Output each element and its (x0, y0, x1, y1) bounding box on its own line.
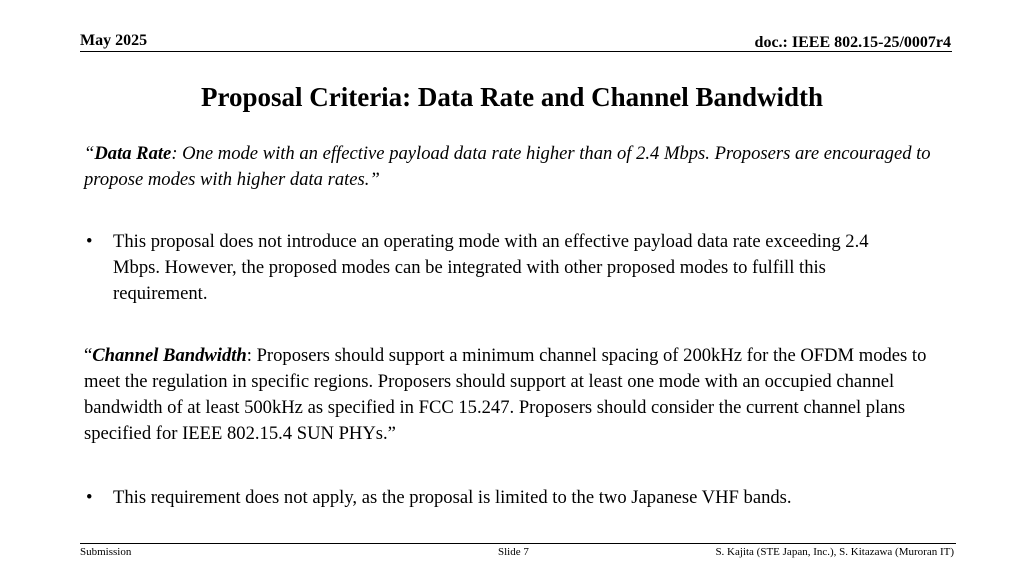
bullet-1-text: This proposal does not introduce an operating mode with an effective payload data rate exceeding 2.4 Mbps. However, the proposed modes can be integrated with other proposed modes to fulfill this requirement. (113, 231, 869, 304)
channel-bandwidth-open-quote: “ (84, 345, 93, 366)
bullet-1-marker: • (86, 231, 93, 252)
slide-title: Proposal Criteria: Data Rate and Channel Bandwidth (200, 82, 824, 112)
footer-slide-number: Slide 7 (498, 546, 529, 558)
data-rate-body: : One mode with an effective payload data rate higher than of 2.4 Mbps. Proposers are encouraged to propose modes with higher data rates.” (84, 143, 931, 190)
data-rate-term: Data Rate (94, 143, 172, 164)
footer-authors: S. Kajita (STE Japan, Inc.), S. Kitazawa (Muroran IT) (715, 546, 954, 558)
footer-divider (80, 543, 956, 544)
header-divider (80, 51, 952, 52)
footer-submission: Submission (80, 546, 132, 558)
data-rate-quote (84, 141, 954, 193)
data-rate-open-quote: “ (84, 143, 95, 164)
header-doc-id: doc.: IEEE 802.15-25/0007r4 (754, 34, 951, 51)
channel-bandwidth-term: Channel Bandwidth (92, 345, 247, 366)
header-date: May 2025 (80, 32, 148, 49)
channel-bandwidth-body: : Proposers should support a minimum channel spacing of 200kHz for the OFDM modes to meet the regulation in specific regions. Proposers should support at least one mode with an occupied channel bandwidth of at least 500kHz as specified in FCC 15.247. Proposers should consider the current channel plans specified for IEEE 802.15.4 SUN PHYs.” (84, 345, 927, 444)
bullet-2-marker: • (86, 487, 93, 508)
channel-bandwidth-quote (84, 343, 934, 447)
bullet-2-text: This requirement does not apply, as the proposal is limited to the two Japanese VHF bands. (113, 487, 792, 508)
